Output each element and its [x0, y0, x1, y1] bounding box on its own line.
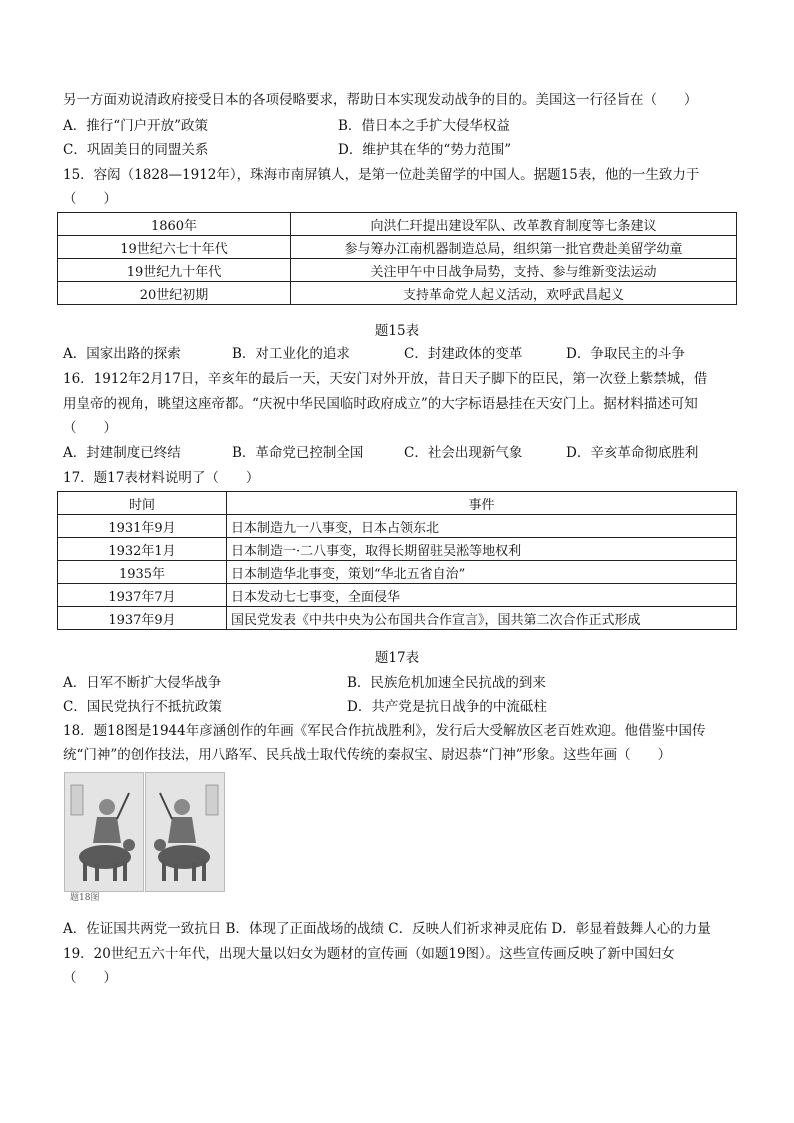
q17-time-cell: 1932年1月 — [58, 538, 227, 561]
q16-option-b: B．革命党已控制全国 — [232, 445, 364, 461]
q18-stem-line2: 统“门神”的创作技法，用八路军、民兵战士取代传统的秦叔宝、尉迟恭“门神”形象。这些年画（ ） — [63, 747, 672, 763]
q17-header-event: 事件 — [227, 492, 737, 515]
table-row — [58, 538, 737, 561]
table-row — [58, 584, 737, 607]
q14-option-c: C．巩固美日的同盟关系 — [63, 142, 209, 158]
q16-option-a: A．封建制度已终结 — [63, 445, 181, 461]
q18-options: A．佐证国共两党一致抗日 B．体现了正面战场的战绩 C．反映人们祈求神灵庇佑 D．彰显着鼓舞人心的力量 — [63, 921, 711, 937]
table-row — [58, 213, 737, 236]
q17-time-cell: 1935年 — [58, 561, 227, 584]
new-year-painting-left — [64, 772, 144, 892]
q17-option-c: C．国民党执行不抵抗政策 — [63, 699, 222, 715]
q15-event-cell: 向洪仁玕提出建设军队、改革教育制度等七条建议 — [291, 213, 737, 236]
table-row — [58, 282, 737, 305]
q17-stem: 17．题17表材料说明了（ ） — [63, 470, 260, 486]
q15-event-cell: 支持革命党人起义活动，欢呼武昌起义 — [291, 282, 737, 305]
q14-option-b: B．借日本之手扩大侵华权益 — [338, 118, 510, 134]
q17-event-cell: 日本制造九一八事变，日本占领东北 — [227, 515, 737, 538]
q14-stem: 另一方面劝说清政府接受日本的各项侵略要求，帮助日本实现发动战争的目的。美国这一行径旨在（ ） — [63, 92, 698, 108]
q16-option-c: C．社会出现新气象 — [404, 445, 523, 461]
new-year-painting-right — [145, 772, 225, 892]
q14-option-a: A．推行“门户开放”政策 — [63, 118, 209, 134]
table-row — [58, 259, 737, 282]
q15-stem: 15．容闳（1828—1912年），珠海市南屏镇人，是第一位赴美留学的中国人。据题15表，他的一生致力于 — [63, 167, 700, 183]
q15-table — [57, 212, 737, 305]
q17-time-cell: 1937年7月 — [58, 584, 227, 607]
q16-option-d: D．辛亥革命彻底胜利 — [566, 445, 699, 461]
q17-table-caption: 题17表 — [374, 650, 420, 666]
q18-image-caption: 题18图 — [70, 893, 100, 903]
q15-time-cell: 20世纪初期 — [58, 282, 291, 305]
q15-event-cell: 关注甲午中日战争局势，支持、参与维新变法运动 — [291, 259, 737, 282]
q17-option-a: A．日军不断扩大侵华战争 — [63, 675, 222, 691]
q15-option-c: C．封建政体的变革 — [404, 346, 523, 362]
q17-time-cell: 1931年9月 — [58, 515, 227, 538]
q16-stem-blank: （ ） — [63, 420, 117, 436]
q15-table-caption: 题15表 — [374, 323, 420, 339]
table-row — [58, 561, 737, 584]
q15-time-cell: 19世纪九十年代 — [58, 259, 291, 282]
q17-event-cell: 日本制造一·二八事变，取得长期留驻吴淞等地权利 — [227, 538, 737, 561]
q17-event-cell: 日本发动七七事变，全面侵华 — [227, 584, 737, 607]
q15-stem-blank: （ ） — [63, 191, 117, 207]
q17-header-time: 时间 — [58, 492, 227, 515]
q15-option-b: B．对工业化的追求 — [232, 346, 350, 362]
q18-stem: 18．题18图是1944年彦涵创作的年画《军民合作抗战胜利》，发行后大受解放区老百姓欢迎。他借鉴中国传 — [63, 723, 706, 739]
table-header-row — [58, 492, 737, 515]
table-row — [58, 236, 737, 259]
q17-event-cell: 日本制造华北事变，策划“华北五省自治” — [227, 561, 737, 584]
table-row — [58, 515, 737, 538]
q15-time-cell: 19世纪六七十年代 — [58, 236, 291, 259]
q17-event-cell: 国民党发表《中共中央为公布国共合作宣言》，国共第二次合作正式形成 — [227, 607, 737, 630]
q17-table — [57, 491, 737, 630]
q15-time-cell: 1860年 — [58, 213, 291, 236]
q15-option-a: A．国家出路的探索 — [63, 346, 181, 362]
q17-time-cell: 1937年9月 — [58, 607, 227, 630]
q16-stem-line2: 用皇帝的视角，眺望这座帝都。“庆祝中华民国临时政府成立”的大字标语悬挂在天安门上。据材料描述可知 — [63, 396, 698, 412]
q16-stem: 16．1912年2月17日，辛亥年的最后一天，天安门对外开放，昔日天子脚下的臣民，第一次登上紫禁城，借 — [63, 371, 708, 387]
q19-stem: 19．20世纪五六十年代，出现大量以妇女为题材的宣传画（如题19图）。这些宣传画反映了新中国妇女 — [63, 946, 675, 962]
q15-event-cell: 参与筹办江南机器制造总局，组织第一批官费赴美留学幼童 — [291, 236, 737, 259]
q19-stem-blank: （ ） — [63, 970, 117, 986]
q17-option-b: B．民族危机加速全民抗战的到来 — [347, 675, 546, 691]
q14-option-d: D．维护其在华的“势力范围” — [338, 142, 512, 158]
q17-option-d: D．共产党是抗日战争的中流砥柱 — [347, 699, 547, 715]
table-row — [58, 607, 737, 630]
q15-option-d: D．争取民主的斗争 — [566, 346, 685, 362]
